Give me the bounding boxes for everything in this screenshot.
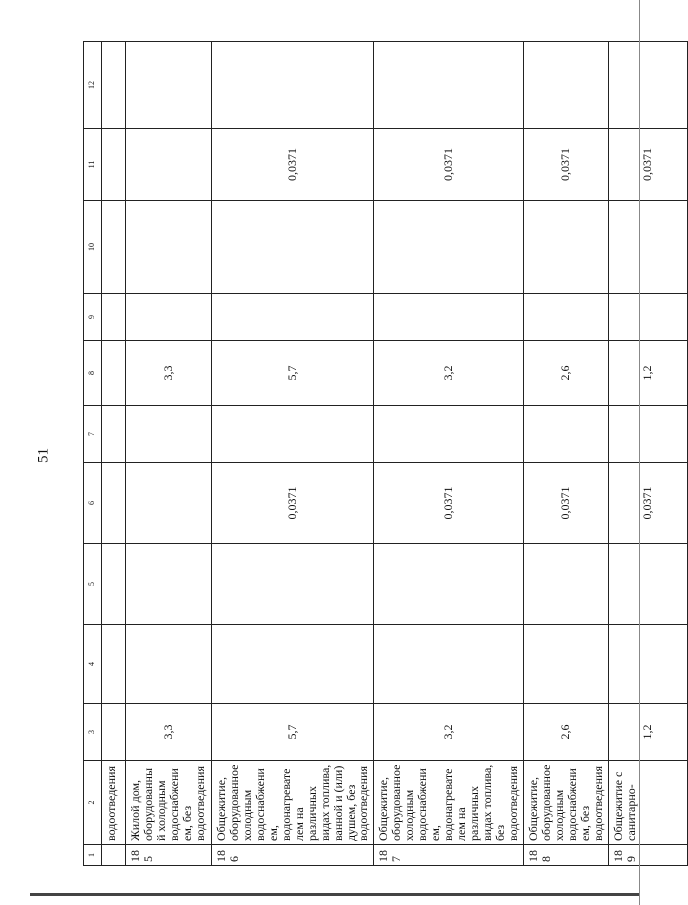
header-cell: 11 (84, 129, 102, 201)
cell (523, 406, 608, 463)
row-index (102, 845, 126, 866)
cell (608, 625, 687, 704)
col-3-value: 3,3 (126, 704, 212, 761)
cell (102, 294, 126, 341)
col-8-value: 5,7 (212, 341, 374, 406)
col-11-value: 0,0371 (212, 129, 374, 201)
row-description: Общежитие с санитарно- (608, 761, 687, 845)
row-index: 188 (523, 845, 608, 866)
page-number: 51 (35, 448, 52, 463)
scan-edge (30, 893, 640, 896)
table-row (212, 42, 374, 866)
cell (523, 625, 608, 704)
header-cell: 1 (84, 845, 102, 866)
cell (102, 463, 126, 544)
col-6-value: 0,0371 (608, 463, 687, 544)
col-6-value: 0,0371 (523, 463, 608, 544)
data-table (83, 41, 688, 866)
cell (102, 341, 126, 406)
cell (212, 294, 374, 341)
col-6-value: 0,0371 (374, 463, 523, 544)
col-8-value: 2,6 (523, 341, 608, 406)
cell (374, 625, 523, 704)
row-index: 189 (608, 845, 687, 866)
cell (374, 406, 523, 463)
cell (523, 544, 608, 625)
cell (102, 201, 126, 294)
cell (102, 129, 126, 201)
header-cell: 9 (84, 294, 102, 341)
header-cell: 12 (84, 42, 102, 129)
cell (102, 704, 126, 761)
cell (523, 42, 608, 129)
cell (102, 625, 126, 704)
header-cell: 6 (84, 463, 102, 544)
cell (374, 42, 523, 129)
cell (212, 544, 374, 625)
header-cell: 5 (84, 544, 102, 625)
col-3-value: 5,7 (212, 704, 374, 761)
table-row (374, 42, 523, 866)
row-index: 187 (374, 845, 523, 866)
row-index: 185 (126, 845, 212, 866)
cell (523, 294, 608, 341)
cell (102, 544, 126, 625)
cell (212, 625, 374, 704)
row-description: водоотведения (102, 761, 126, 845)
cell (102, 406, 126, 463)
header-cell: 3 (84, 704, 102, 761)
cell (212, 42, 374, 129)
table-row (523, 42, 608, 866)
cell (126, 294, 212, 341)
cell (126, 406, 212, 463)
row-description: Общежитие, оборудованное холодным водоснабжением, без водоотведения (523, 761, 608, 845)
cell (608, 42, 687, 129)
row-description: Общежитие, оборудованное холодным водоснабжением, водонагревателем на различных видах топлива, ванной и (или) душем, без водоотведения (212, 761, 374, 845)
cell (523, 201, 608, 294)
row-index: 186 (212, 845, 374, 866)
rotated-table-area (83, 42, 655, 866)
cell (608, 201, 687, 294)
header-cell: 7 (84, 406, 102, 463)
row-description: Жилой дом, оборудованный холодным водоснабжением, без водоотведения (126, 761, 212, 845)
col-11-value: 0,0371 (523, 129, 608, 201)
cell (374, 294, 523, 341)
col-11-value: 0,0371 (608, 129, 687, 201)
col-8-value: 3,2 (374, 341, 523, 406)
col-11-value: 0,0371 (374, 129, 523, 201)
col-6-value (126, 463, 212, 544)
header-cell: 4 (84, 625, 102, 704)
col-3-value: 1,2 (608, 704, 687, 761)
header-cell: 8 (84, 341, 102, 406)
cell (212, 406, 374, 463)
cell (102, 42, 126, 129)
scan-edge (639, 0, 640, 905)
header-row (84, 42, 102, 866)
col-3-value: 2,6 (523, 704, 608, 761)
header-cell: 2 (84, 761, 102, 845)
cell (608, 294, 687, 341)
cell (374, 201, 523, 294)
cell (126, 544, 212, 625)
table-row (126, 42, 212, 866)
cell (608, 544, 687, 625)
table-row (608, 42, 687, 866)
cell (608, 406, 687, 463)
cell (374, 544, 523, 625)
row-description: Общежитие, оборудованное холодным водоснабжением, водонагревателем на различных видах топлива, без водоотведения (374, 761, 523, 845)
rotated-table (83, 42, 655, 866)
header-cell: 10 (84, 201, 102, 294)
continuation-row (102, 42, 126, 866)
col-6-value: 0,0371 (212, 463, 374, 544)
col-8-value: 3,3 (126, 341, 212, 406)
col-11-value (126, 129, 212, 201)
col-3-value: 3,2 (374, 704, 523, 761)
cell (126, 625, 212, 704)
cell (126, 42, 212, 129)
col-8-value: 1,2 (608, 341, 687, 406)
cell (212, 201, 374, 294)
cell (126, 201, 212, 294)
